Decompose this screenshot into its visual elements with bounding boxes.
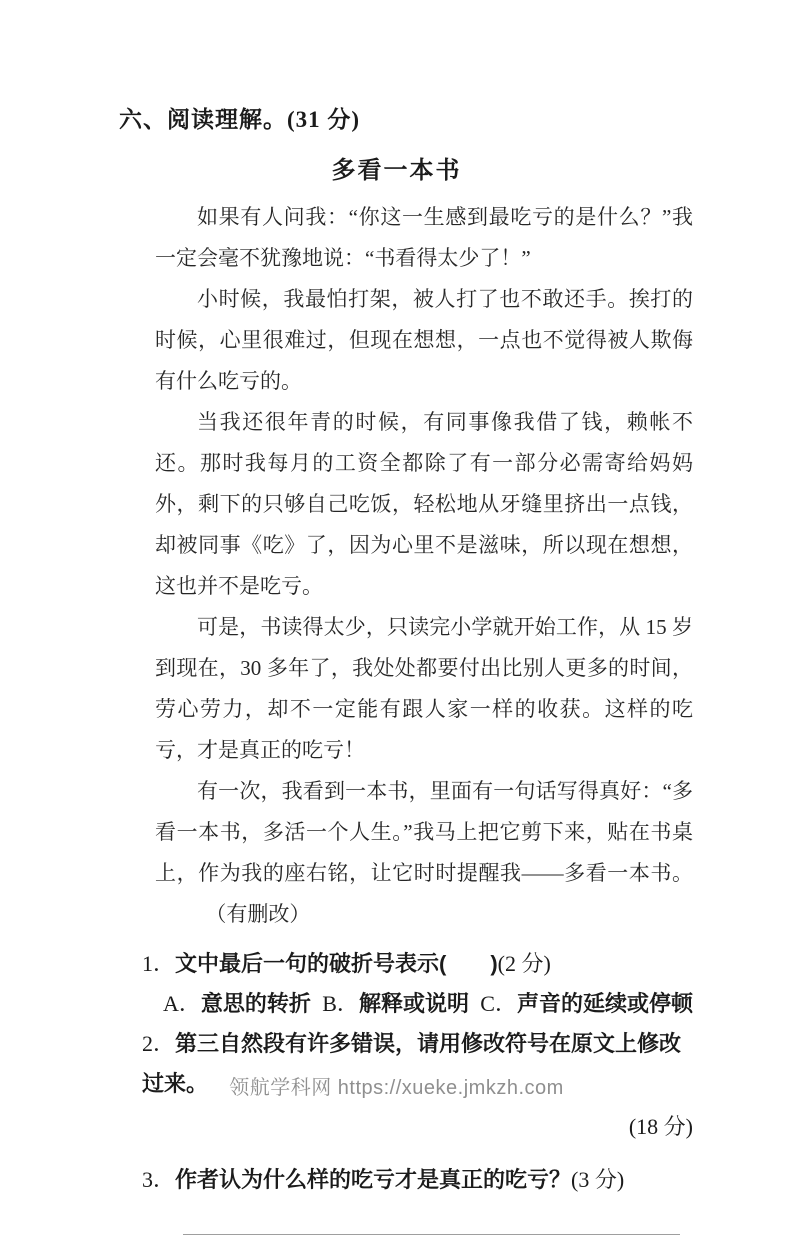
option-c-label: C． bbox=[480, 991, 517, 1016]
section-heading bbox=[119, 0, 693, 134]
section-points: (31 分) bbox=[287, 107, 361, 132]
option-a-text: 意思的转折 bbox=[200, 991, 311, 1016]
option-b bbox=[322, 984, 469, 1024]
question-1-text: 文中最后一句的破折号表示( ) bbox=[175, 951, 498, 976]
passage-paragraph: 小时候，我最怕打架，被人打了也不敢还手。挨打的时候，心里很难过，但现在想想，一点也不觉得被人欺侮有什么吃亏的。 bbox=[155, 287, 693, 393]
question-3-number: 3． bbox=[142, 1167, 176, 1192]
passage-paragraph: 当我还很年青的时候，有同事像我借了钱，赖帐不还。那时我每月的工资全都除了有一部分必需寄给妈妈外，剩下的只够自己吃饭，轻松地从牙缝里挤出一点钱，却被同事《吃》了，因为心里不是滋味，所以现在想想，这也并不是吃亏。 bbox=[155, 410, 693, 598]
question-2-number: 2． bbox=[142, 1031, 176, 1056]
passage-title: 多看一本书 bbox=[331, 157, 462, 184]
option-a bbox=[163, 984, 311, 1024]
passage-paragraph: 如果有人问我：“你这一生感到最吃亏的是什么？”我一定会毫不犹豫地说：“书看得太少了！” bbox=[155, 205, 693, 270]
footer-watermark: 领航学科网 https://xueke.jmkzh.com bbox=[229, 1077, 564, 1099]
option-b-text: 解释或说明 bbox=[358, 991, 469, 1016]
question-3-text: 作者认为什么样的吃亏才是真正的吃亏？ bbox=[175, 1167, 572, 1192]
passage-paragraph: 可是，书读得太少，只读完小学就开始工作，从 15 岁到现在，30 多年了，我处处都要付出比别人更多的时间，劳心劳力，却不一定能有跟人家一样的收获。这样的吃亏，才是真正的吃亏！ bbox=[155, 615, 693, 762]
question-1-points: (2 分) bbox=[497, 951, 551, 976]
question-1-options bbox=[163, 984, 693, 1024]
option-c-text: 声音的延续或停顿 bbox=[516, 991, 693, 1016]
question-3-points: (3 分) bbox=[571, 1167, 625, 1192]
passage-paragraph-text: 有一次，我看到一本书，里面有一句话写得真好：“多看一本书，多活一个人生。”我马上把它剪下来，贴在书桌上，作为我的座右铭，让它时时提醒我——多看一本书。 bbox=[155, 779, 693, 885]
passage-body bbox=[155, 197, 693, 935]
option-b-label: B． bbox=[322, 991, 359, 1016]
question-1 bbox=[142, 944, 693, 984]
question-3 bbox=[142, 1160, 693, 1200]
source-note: （有删改） bbox=[205, 902, 311, 926]
passage-paragraph bbox=[155, 771, 693, 935]
option-c bbox=[480, 984, 693, 1024]
option-a-label: A． bbox=[163, 991, 201, 1016]
section-heading-text: 六、阅读理解。 bbox=[119, 106, 287, 132]
question-2-points: (18 分) bbox=[628, 1114, 693, 1139]
question-2-text: 第三自然段有许多错误，请用修改符号在原文上修改过来。 bbox=[142, 1031, 682, 1096]
question-1-number: 1． bbox=[142, 951, 176, 976]
